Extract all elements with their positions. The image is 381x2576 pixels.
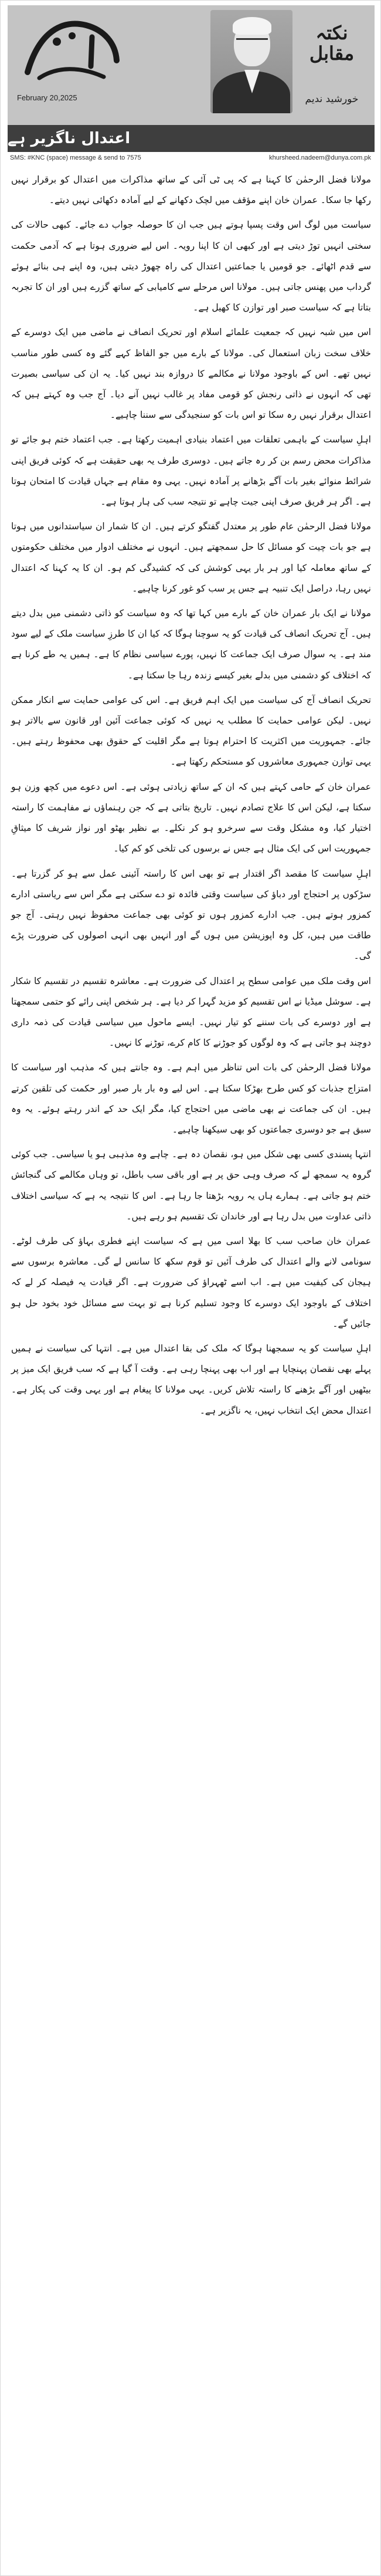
publish-date: February 20,2025 <box>17 93 77 102</box>
photo-hair <box>233 17 271 35</box>
article-paragraph: اہلِ سیاست کو یہ سمجھنا ہوگا کہ ملک کی بقا اعتدال میں ہے۔ انتہا کی سیاست نے ہمیں پہلے بھی نقصان پہنچایا ہے اور اب بھی پہنچا رہی ہے۔ وقت آ گیا ہے کہ سب فریق ایک میز پر بیٹھیں اور آگے بڑھنے کا راستہ تلاش کریں۔ یہی مولانا کا پیغام ہے اور یہی وقت کی پکار ہے۔ اعتدال محض ایک انتخاب نہیں، یہ ناگزیر ہے۔ <box>11 1343 371 1416</box>
sms-line: SMS: #KNC (space) message & send to 7575 <box>10 154 141 161</box>
article-paragraph: عمران خان کے حامی کہتے ہیں کہ ان کے ساتھ زیادتی ہوئی ہے۔ اس دعوے میں کچھ وزن ہو سکتا ہے، لیکن اس کا علاج تصادم نہیں۔ تاریخ بتاتی ہے کہ جن رہنماؤں نے مفاہمت کا راستہ اختیار کیا، وہ مشکل وقت سے سرخرو ہو کر نکلے۔ بے نظیر بھٹو اور نواز شریف کا میثاقِ جمہوریت اس کی ایک مثال ہے جس نے برسوں کی تلخی کو کم کیا۔ <box>11 781 371 854</box>
article-paragraph: مولانا فضل الرحمٰن عام طور پر معتدل گفتگو کرتے ہیں۔ ان کا شمار ان سیاستدانوں میں ہوتا ہے جو بات چیت کو مسائل کا حل سمجھتے ہیں۔ انہوں نے مختلف ادوار میں مختلف حکومتوں کے ساتھ معاملہ کیا اور ہر بار یہی کوشش کی کہ کشیدگی کم ہو۔ ان کا یہ کہنا کہ اعتدال نہیں رہا، دراصل ایک تنبیہ ہے جس پر سب کو غور کرنا چاہیے۔ <box>11 521 371 594</box>
article-title-bar <box>8 125 375 152</box>
article-paragraph: اہلِ سیاست کا مقصد اگر اقتدار ہے تو بھی اس کا راستہ آئینی عمل سے ہو کر گزرتا ہے۔ سڑکوں پر احتجاج اور دباؤ کی سیاست وقتی فائدہ تو دے سکتی ہے مگر اس سے ریاستی ادارے کمزور ہوتے ہیں۔ جب ادارے کمزور ہوں تو کوئی بھی جماعت محفوظ نہیں رہتی۔ آج جو طاقت میں ہیں، کل وہ اپوزیشن میں ہوں گے اور انہیں بھی انہی اصولوں کی ضرورت پڑے گی۔ <box>11 868 371 962</box>
author-name: خورشید ندیم <box>305 93 359 105</box>
article-paragraph: تحریک انصاف آج کی سیاست میں ایک اہم فریق ہے۔ اس کی عوامی حمایت سے انکار ممکن نہیں۔ لیکن عوامی حمایت کا مطلب یہ نہیں کہ کوئی جماعت آئین اور قانون سے بالاتر ہو جائے۔ جمہوریت میں اکثریت کا احترام ہوتا ہے مگر اقلیت کے حقوق بھی محفوظ رہتے ہیں۔ یہی توازن جمہوری معاشروں کو مستحکم رکھتا ہے۔ <box>11 694 371 768</box>
article-paragraph: عمران خان صاحب سب کا بھلا اسی میں ہے کہ سیاست اپنے فطری بہاؤ کی طرف لوٹے۔ سونامی لانے والے اعتدال کی طرف آئیں تو قوم سکھ کا سانس لے گی۔ معاشرہ برسوں سے ہیجان کی کیفیت میں ہے۔ اب اسے ٹھہراؤ کی ضرورت ہے۔ اگر قیادت یہ فیصلہ کر لے کہ اختلاف کے باوجود ایک دوسرے کا وجود تسلیم کرنا ہے تو بہت سے مسائل خود بخود حل ہو جائیں گے۔ <box>11 1235 371 1329</box>
article-paragraph: مولانا نے ایک بار عمران خان کے بارے میں کہا تھا کہ وہ سیاست کو ذاتی دشمنی میں بدل دیتے ہیں۔ آج تحریک انصاف کی قیادت کو یہ سوچنا ہوگا کہ کیا ان کا طرزِ سیاست ملک کے لیے سود مند ہے۔ یہ سوال صرف ایک جماعت کا نہیں، پورے سیاسی نظام کا ہے۔ ہمیں یہ طے کرنا ہے کہ اختلاف کو دشمنی میں بدلے بغیر کیسے زندہ رہا جا سکتا ہے۔ <box>11 608 371 681</box>
article-paragraph: اس میں شبہ نہیں کہ جمعیت علمائے اسلام اور تحریک انصاف نے ماضی میں ایک دوسرے کے خلاف سخت زبان استعمال کی۔ مولانا کے بارے میں جو الفاظ کہے گئے وہ کسی طور مناسب نہیں تھے۔ اس کے باوجود مولانا نے مکالمے کا دروازہ بند نہیں کیا۔ یہ ان کی سیاسی بصیرت تھی کہ انہوں نے ذاتی رنجش کو قومی مفاد پر غالب نہیں آنے دیا۔ آج جب وہ کہتے ہیں کہ اعتدال برقرار نہیں رہ سکا تو اس بات کو سنجیدگی سے سننا چاہیے۔ <box>11 327 371 421</box>
article-paragraph: اہلِ سیاست کے باہمی تعلقات میں اعتماد بنیادی اہمیت رکھتا ہے۔ جب اعتماد ختم ہو جائے تو مذاکرات محض رسم بن کر رہ جاتے ہیں۔ دوسری طرف یہ بھی حقیقت ہے کہ کوئی فریق اپنی شرائط منوائے بغیر بات آگے بڑھانے پر آمادہ نہیں۔ یہی وہ مقام ہے جہاں قیادت کا امتحان ہوتا ہے۔ اگر ہر فریق صرف اپنی جیت چاہے تو نتیجہ سب کی ہار ہوتا ہے۔ <box>11 434 371 508</box>
photo-glasses <box>236 38 268 47</box>
article-paragraph: سیاست میں لوگ اس وقت پسپا ہوتے ہیں جب ان کا حوصلہ جواب دے جائے۔ کبھی حالات کی سختی انہیں توڑ دیتی ہے اور کبھی ان کا اپنا رویہ۔ اس لیے ضروری ہوتا ہے کہ آدمی حکمت سے قدم اٹھائے۔ جو قومیں یا جماعتیں اعتدال کی راہ چھوڑ دیتی ہیں، وہ اپنے ہی بنائے ہوئے گرداب میں پھنس جاتی ہیں۔ مولانا اس مرحلے سے کامیابی کے ساتھ گزرے ہیں اور ان کا تجربہ بتاتا ہے کہ سیاست صبر اور توازن کا کھیل ہے۔ <box>11 219 371 313</box>
article-paragraph: اس وقت ملک میں عوامی سطح پر اعتدال کی ضرورت ہے۔ معاشرہ تقسیم در تقسیم کا شکار ہے۔ سوشل میڈیا نے اس تقسیم کو مزید گہرا کر دیا ہے۔ ہر شخص اپنی رائے کو حتمی سمجھتا ہے اور دوسرے کی بات سننے کو تیار نہیں۔ ایسے ماحول میں سیاسی قیادت کی ذمہ داری دوچند ہو جاتی ہے کہ وہ لوگوں کو جوڑنے کا کام کرے، توڑنے کا نہیں۔ <box>11 975 371 1049</box>
column-name: نکتہ مقابل <box>309 22 355 65</box>
article-paragraph: مولانا فضل الرحمٰن کی بات اس تناظر میں اہم ہے۔ وہ جانتے ہیں کہ مذہب اور سیاست کا امتزاج جذبات کو کس طرح بھڑکا سکتا ہے۔ اس لیے وہ بار بار صبر اور حکمت کی تلقین کرتے ہیں۔ ان کی جماعت نے بھی ماضی میں احتجاج کیا، مگر ایک حد کے اندر رہتے ہوئے۔ یہ وہ سبق ہے جو دوسری جماعتوں کو بھی سیکھنا چاہیے۔ <box>11 1062 371 1135</box>
author-photo <box>210 10 292 113</box>
column-header <box>8 5 375 152</box>
article-paragraph: انتہا پسندی کسی بھی شکل میں ہو، نقصان دہ ہے۔ چاہے وہ مذہبی ہو یا سیاسی۔ جب کوئی گروہ یہ سمجھ لے کہ صرف وہی حق پر ہے اور باقی سب باطل، تو وہاں مکالمے کی گنجائش ختم ہو جاتی ہے۔ ہمارے ہاں یہ رویہ بڑھتا جا رہا ہے۔ اس کا نتیجہ یہ ہے کہ سیاسی اختلاف ذاتی عداوت میں بدل رہا ہے اور خاندان تک تقسیم ہو رہے ہیں۔ <box>11 1149 371 1222</box>
article-paragraph: مولانا فضل الرحمٰن کا کہنا ہے کہ پی ٹی آئی کے ساتھ مذاکرات میں اعتدال کو برقرار نہیں رکھا جا سکا۔ عمران خان اپنے مؤقف میں لچک دکھانے کے لیے آمادہ دکھائی نہیں دیتے۔ <box>11 174 371 206</box>
newspaper-logo <box>16 8 127 90</box>
author-email: khursheed.nadeem@dunya.com.pk <box>269 154 371 161</box>
article-title: اعتدال ناگزیر ہے <box>8 130 131 147</box>
article-body <box>11 170 371 1425</box>
